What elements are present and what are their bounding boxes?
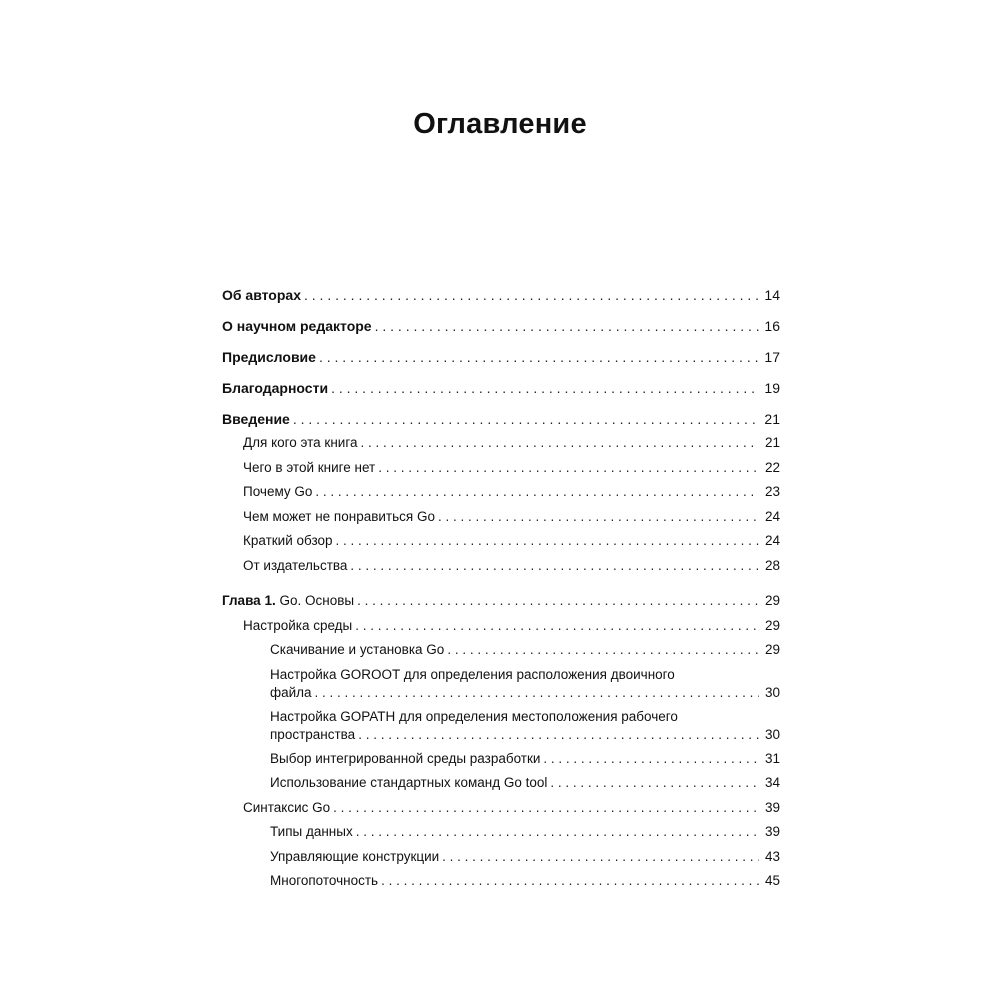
toc-page-number: 39: [764, 799, 780, 815]
chapter-title: Go. Основы: [279, 593, 355, 608]
toc-subentry-syntax[interactable]: [222, 799, 780, 824]
toc-entry-label: От издательства: [243, 557, 348, 573]
toc-page-number: 45: [764, 873, 780, 888]
toc-subentry[interactable]: [222, 557, 780, 582]
dot-leader: [543, 750, 759, 768]
dot-leader: [293, 410, 759, 428]
toc-entry-label: Благодарности: [222, 380, 329, 396]
toc-entry-label: Скачивание и установка Go: [270, 642, 445, 657]
toc-subsubentry[interactable]: [222, 708, 780, 750]
dot-leader: [355, 617, 759, 635]
toc-subsubentry[interactable]: [222, 872, 780, 897]
toc-entry-label: О научном редакторе: [222, 318, 372, 334]
dot-leader: [315, 684, 759, 702]
toc-entry-label: Предисловие: [222, 349, 316, 365]
toc-page-number: 34: [764, 775, 780, 790]
dot-leader: [447, 641, 759, 659]
chapter-number: Глава 1.: [222, 593, 276, 608]
dot-leader: [381, 872, 759, 890]
toc-subsubentry[interactable]: [222, 823, 780, 848]
toc-entry-label-line2: файла: [270, 684, 312, 700]
dot-leader: [356, 823, 759, 841]
toc-entry-label: Управляющие конструкции: [270, 848, 440, 864]
toc-entry-label: Настройка среды: [243, 617, 353, 633]
toc-entry-label: Чего в этой книге нет: [243, 459, 376, 475]
toc-page-number: 30: [764, 684, 780, 700]
toc-subsubentry[interactable]: [222, 774, 780, 799]
toc-entry-label-line1: Настройка GOROOT для определения расположения двоичного: [270, 666, 675, 682]
toc-entry-label: Выбор интегрированной среды разработки: [270, 750, 541, 766]
toc-page-number: 21: [764, 435, 780, 450]
dot-leader: [333, 799, 759, 817]
toc-page-number: 21: [764, 411, 780, 427]
toc-page-number: 22: [764, 459, 780, 475]
toc-entry-label: Для кого эта книга: [243, 435, 358, 450]
toc-entry-label-line2: пространства: [270, 726, 356, 742]
toc-subentry[interactable]: [222, 532, 780, 557]
dot-leader: [550, 774, 759, 792]
toc-entry-label: Введение: [222, 411, 290, 427]
toc-page-number: 29: [764, 617, 780, 633]
toc-page-number: 31: [764, 750, 780, 766]
toc-entry-about-editor[interactable]: [222, 317, 780, 348]
table-of-contents: [222, 286, 780, 897]
toc-entry-label: Многопоточность: [270, 873, 379, 888]
toc-page-number: 29: [764, 642, 780, 657]
toc-entry-label: Типы данных: [270, 824, 353, 839]
toc-entry-label: Использование стандартных команд Go tool: [270, 775, 548, 790]
dot-leader: [304, 286, 759, 304]
toc-subentry[interactable]: [222, 508, 780, 533]
toc-page-number: 19: [764, 380, 780, 396]
dot-leader: [375, 317, 759, 335]
page-title: Оглавление: [413, 108, 587, 140]
toc-subsubentry[interactable]: [222, 750, 780, 775]
toc-page-number: 28: [764, 557, 780, 573]
toc-page-number: 30: [764, 726, 780, 742]
toc-subsubentry[interactable]: [222, 666, 780, 708]
toc-page-number: 14: [764, 287, 780, 303]
toc-page-number: 29: [764, 593, 780, 608]
toc-subsubentry[interactable]: [222, 848, 780, 873]
toc-entry-label: Об авторах: [222, 287, 301, 303]
toc-entry-label: Краткий обзор: [243, 533, 333, 548]
toc-subentry[interactable]: [222, 459, 780, 484]
dot-leader: [360, 434, 759, 452]
dot-leader: [315, 483, 759, 501]
toc-page-number: 24: [764, 533, 780, 548]
toc-page-number: 23: [764, 484, 780, 499]
toc-entry-label: Почему Go: [243, 484, 313, 499]
dot-leader: [336, 532, 759, 550]
toc-subsubentry[interactable]: [222, 641, 780, 666]
toc-subentry[interactable]: [222, 434, 780, 459]
toc-page-number: 24: [764, 508, 780, 524]
dot-leader: [442, 848, 759, 866]
toc-subentry-setup[interactable]: [222, 617, 780, 642]
toc-entry-label: [222, 592, 354, 610]
dot-leader: [331, 379, 759, 397]
toc-entry-label: Синтаксис Go: [243, 799, 331, 815]
toc-entry-thanks[interactable]: [222, 379, 780, 410]
toc-page-number: 16: [764, 318, 780, 334]
dot-leader: [438, 508, 759, 526]
dot-leader: [358, 726, 759, 744]
toc-page-number: 43: [764, 848, 780, 864]
dot-leader: [378, 459, 759, 477]
toc-entry-label-line1: Настройка GOPATH для определения местоположения рабочего: [270, 708, 678, 724]
toc-entry-chapter-1[interactable]: [222, 592, 780, 617]
dot-leader: [357, 592, 759, 610]
dot-leader: [319, 348, 759, 366]
toc-entry-intro[interactable]: [222, 410, 780, 434]
toc-page-number: 39: [764, 824, 780, 839]
dot-leader: [350, 557, 759, 575]
toc-page-number: 17: [764, 349, 780, 365]
toc-entry-about-authors[interactable]: [222, 286, 780, 317]
toc-subentry[interactable]: [222, 483, 780, 508]
toc-entry-label: Чем может не понравиться Go: [243, 508, 435, 524]
toc-entry-preface[interactable]: [222, 348, 780, 379]
